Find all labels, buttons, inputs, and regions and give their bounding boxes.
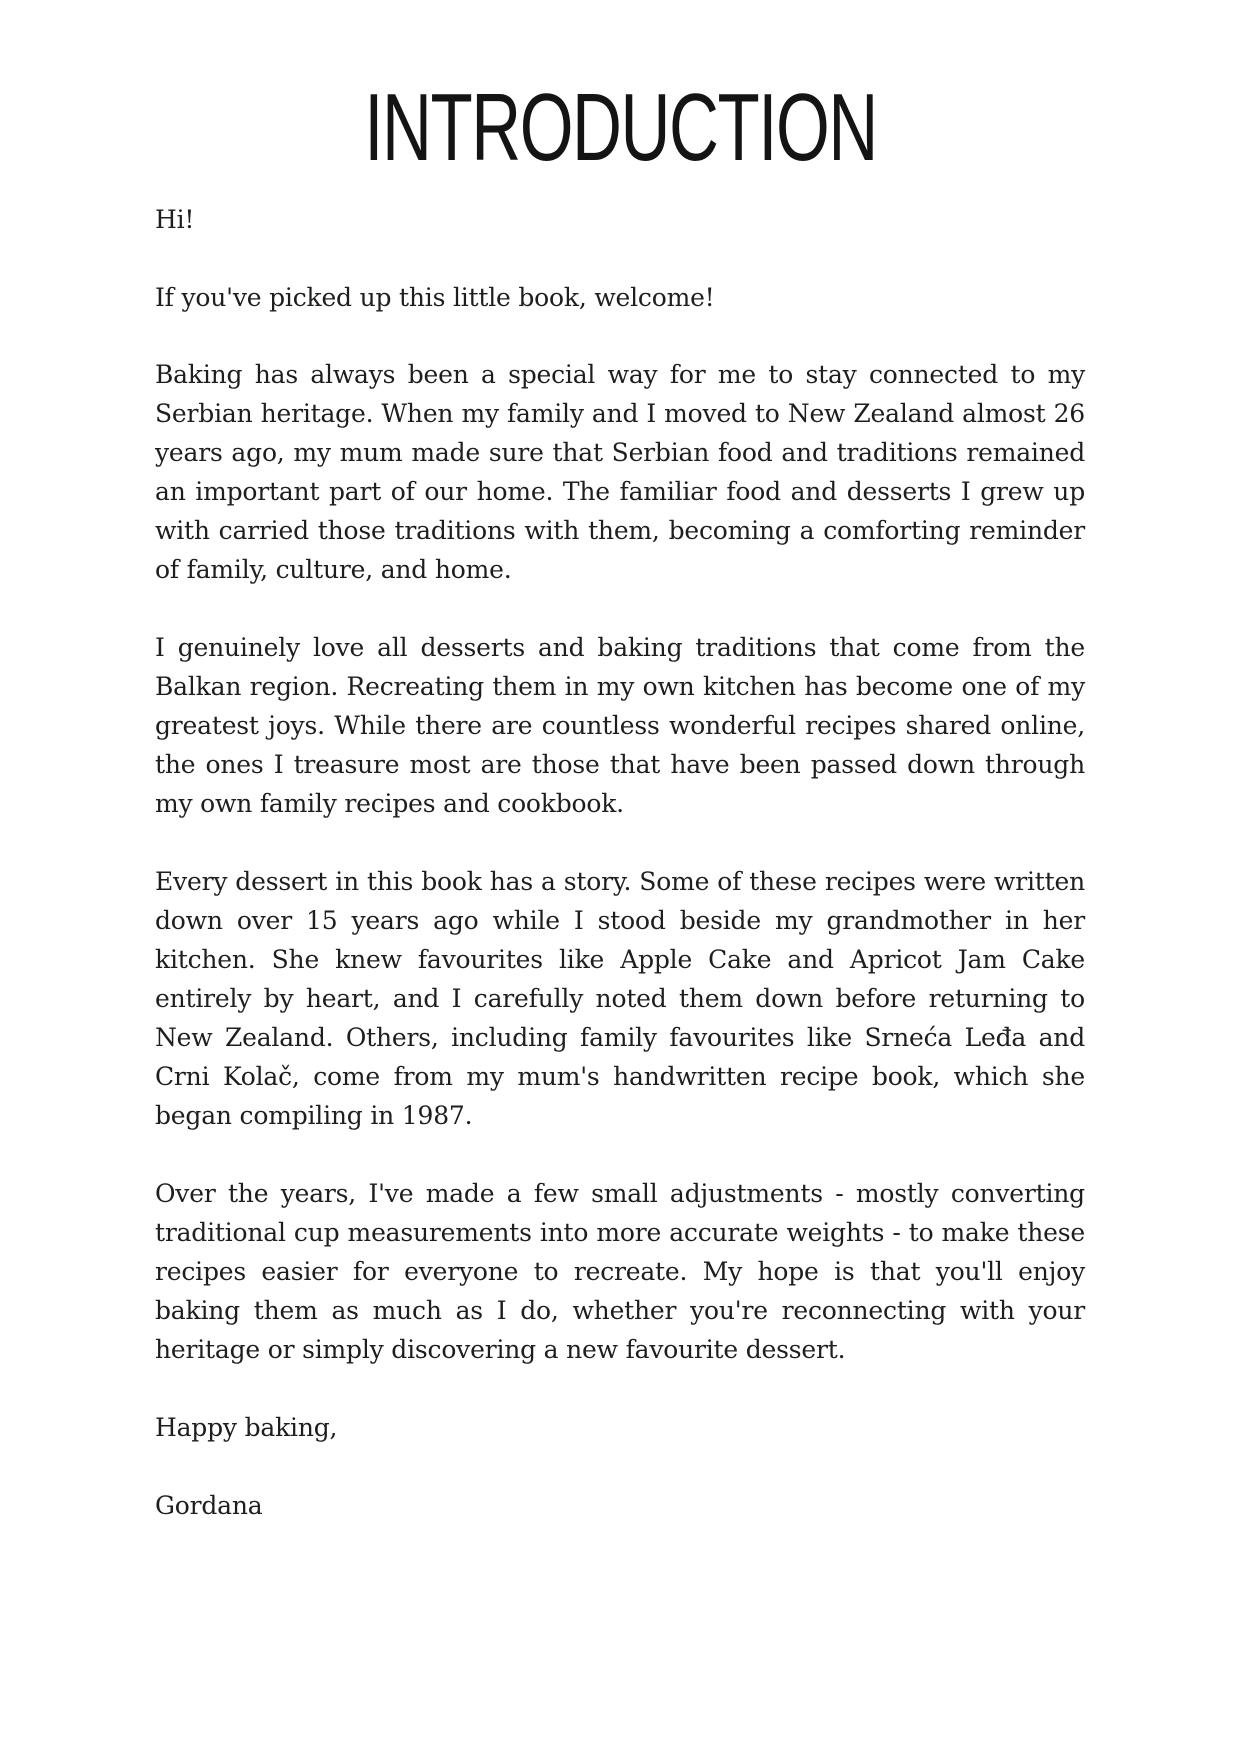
paragraph-adjustments: Over the years, I've made a few small adjustments - mostly converting traditional cup measurements into more accurate weights - to make these recipes easier for everyone to recreate. My hope is that you'll enjoy baking them as much as I do, whether you're reconnecting with your heritage or simply discovering a new favourite dessert. xyxy=(155,1179,1085,1364)
signature: Gordana xyxy=(155,1491,263,1520)
page-title: INTRODUCTION xyxy=(364,74,877,181)
paragraph-welcome: If you've picked up this little book, welcome! xyxy=(155,283,715,312)
closing-line: Happy baking, xyxy=(155,1413,338,1442)
paragraph-heritage: Baking has always been a special way for me to stay connected to my Serbian heritage. When my family and I moved to New Zealand almost 26 years ago, my mum made sure that Serbian food and traditions remained an important part of our home. The familiar food and desserts I grew up with carried those traditions with them, becoming a comforting reminder of family, culture, and home. xyxy=(155,360,1085,584)
greeting: Hi! xyxy=(155,205,195,234)
paragraph-recipe-stories: Every dessert in this book has a story. Some of these recipes were written down over 15 years ago while I stood beside my grandmother in her kitchen. She knew favourites like Apple Cake and Apricot Jam Cake entirely by heart, and I carefully noted them down before returning to New Zealand. Others, including family favourites like Srneća Leđa and Crni Kolač, come from my mum's handwritten recipe book, which she began compiling in 1987. xyxy=(155,867,1085,1130)
paragraph-balkan-desserts: I genuinely love all desserts and baking traditions that come from the Balkan region. Recreating them in my own kitchen has become one of my greatest joys. While there are countless wonderful recipes shared online, the ones I treasure most are those that have been passed down through my own family recipes and cookbook. xyxy=(155,633,1085,818)
